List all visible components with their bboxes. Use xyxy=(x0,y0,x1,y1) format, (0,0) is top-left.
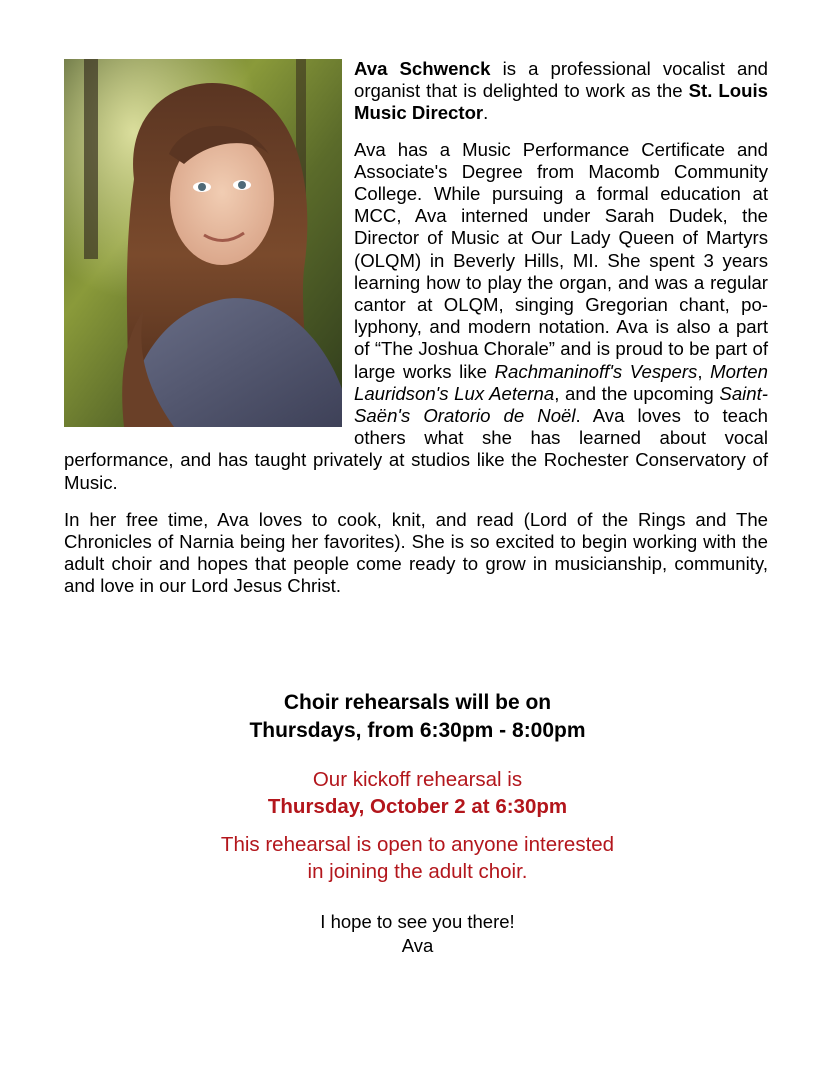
bio-intro: Ava Schwenck is a professional vocalist and organist that is delighted to work as the St. Louis Music Director. xyxy=(354,58,768,124)
bio-free-time: In her free time, Ava loves to cook, knit, and read (Lord of the Rings and The Chronicles of Narnia being her favorites). She is so excited to begin working with the adult choir and hopes that people come ready to grow in musicianship, community, and love in our Lord Jesus Christ. xyxy=(64,508,768,597)
kickoff-line-1: Our kickoff rehearsal is xyxy=(312,768,523,791)
work-title: Rachmaninoff's Vespers xyxy=(494,360,698,382)
signoff-signature: Ava xyxy=(401,935,434,956)
open-invitation xyxy=(0,831,835,885)
signoff-line-1: I hope to see you there! xyxy=(320,911,515,932)
kickoff-notice xyxy=(0,766,835,820)
kickoff-date: Thursday, October 2 at 6:30pm xyxy=(267,795,568,818)
rehearsal-schedule xyxy=(0,689,835,745)
biography xyxy=(64,58,768,612)
work-title: Saint-Saën's Oratorio de Noël xyxy=(354,382,768,427)
name-bold: Ava Schwenck xyxy=(354,58,491,79)
rehearsal-line-2: Thursdays, from 6:30pm - 8:00pm xyxy=(249,719,586,742)
open-line-2: in joining the adult choir. xyxy=(307,860,528,883)
open-line-1: This rehearsal is open to anyone interested xyxy=(220,833,615,856)
signoff xyxy=(0,910,835,958)
rehearsal-line-1: Choir rehearsals will be on xyxy=(283,691,552,714)
work-title: Morten Lauridson's Lux Aeterna xyxy=(354,360,768,404)
title-bold: St. Louis Music Director xyxy=(354,80,768,124)
bio-education: Ava has a Music Performance Certificate and Associate's Degree from Macomb Community College. While pursuing a formal education at MCC, Ava interned under Sarah Dudek, the Director of Music at Our Lady Queen of Martyrs (OLQM) in Beverly Hills, MI. She spent 3 years learning how to play the organ, and was a regular cantor at OLQM, singing Gregorian chant, polyphony, and modern notation. Ava is also a part of “The Joshua Chorale” and is proud to be part of large works like Rachmaninoff's Vespers, Morten Lauridson's Lux Aeterna, and the upcoming Saint-Saën's Oratorio de Noël. Ava loves to teach others what she has learned about vocal performance, and has taught privately at studios like the Rochester Conservatory of Music. xyxy=(64,138,768,493)
